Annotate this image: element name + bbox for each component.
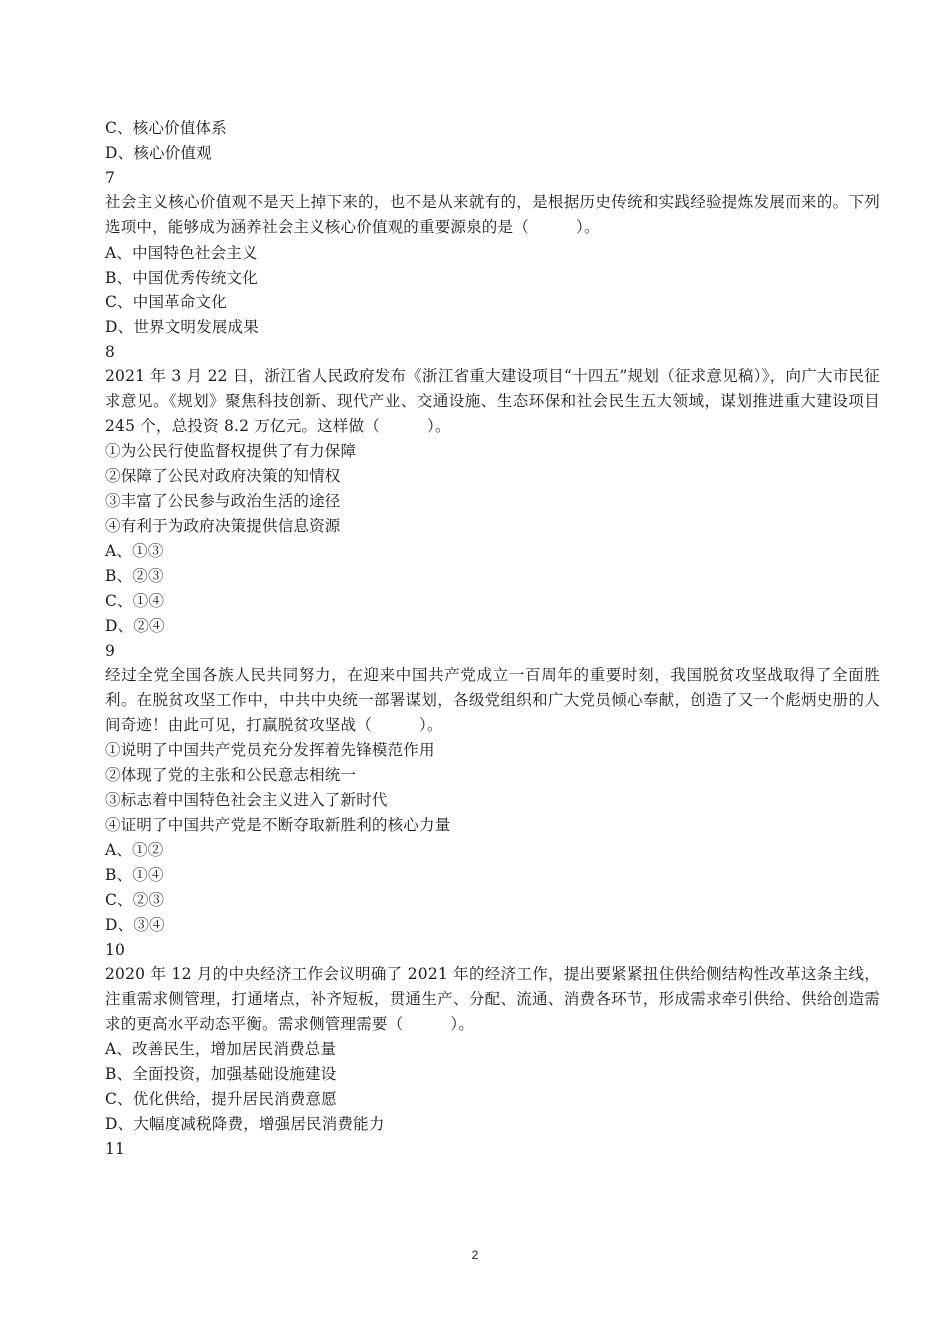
q6-option-c: C、核心价值体系 — [105, 119, 227, 137]
q10-option-a: A、改善民生，增加居民消费总量 — [105, 1040, 337, 1058]
q7-option-a: A、中国特色社会主义 — [105, 244, 258, 262]
q9-option-b: B、①④ — [105, 866, 164, 884]
q9-statement-1: ①说明了中国共产党员充分发挥着先锋模范作用 — [105, 741, 435, 759]
q7-option-b: B、中国优秀传统文化 — [105, 269, 258, 287]
q8-statement-4: ④有利于为政府决策提供信息资源 — [105, 517, 341, 535]
q6-option-d: D、核心价值观 — [105, 144, 212, 162]
q9-statement-2: ②体现了党的主张和公民意志相统一 — [105, 766, 357, 784]
q9-statement-4: ④证明了中国共产党是不断夺取新胜利的核心力量 — [105, 816, 451, 834]
q7-option-d: D、世界文明发展成果 — [105, 318, 259, 336]
q9-statement-3: ③标志着中国特色社会主义进入了新时代 — [105, 791, 388, 809]
q9-option-d: D、③④ — [105, 916, 165, 934]
q8-option-c: C、①④ — [105, 592, 165, 610]
q9-stem: 经过全党全国各族人民共同努力，在迎来中国共产党成立一百周年的重要时刻，我国脱贫攻坚战取得了全面胜利。在脱贫攻坚工作中，中共中央统一部署谋划，各级党组织和广大党员倾心奉献，创造了又一个彪炳史册的人间奇迹！由此可见，打赢脱贫攻坚战（ ）。 — [105, 666, 880, 734]
q10-option-b: B、全面投资，加强基础设施建设 — [105, 1065, 337, 1083]
page-number: 2 — [471, 1248, 479, 1262]
q8-option-d: D、②④ — [105, 617, 165, 635]
q7-number: 7 — [105, 169, 116, 187]
q8-statement-3: ③丰富了公民参与政治生活的途径 — [105, 492, 341, 510]
q11-number: 11 — [105, 1140, 126, 1158]
q7-option-c: C、中国革命文化 — [105, 293, 227, 311]
q8-statement-2: ②保障了公民对政府决策的知情权 — [105, 467, 341, 485]
q8-option-b: B、②③ — [105, 567, 164, 585]
q8-stem: 2021 年 3 月 22 日，浙江省人民政府发布《浙江省重大建设项目“十四五”规划（征求意见稿）》，向广大市民征求意见。《规划》聚焦科技创新、现代产业、交通设施、生态环保和社会民生五大领域，谋划推进重大建设项目 245 个，总投资 8.2 万亿元。这样做（ ）。 — [105, 367, 880, 435]
q8-statement-1: ①为公民行使监督权提供了有力保障 — [105, 442, 357, 460]
q9-number: 9 — [105, 642, 116, 660]
q10-option-d: D、大幅度减税降费，增强居民消费能力 — [105, 1115, 385, 1133]
q10-stem: 2020 年 12 月的中央经济工作会议明确了 2021 年的经济工作，提出要紧紧扭住供给侧结构性改革这条主线，注重需求侧管理，打通堵点，补齐短板，贯通生产、分配、流通、消费各环节，形成需求牵引供给、供给创造需求的更高水平动态平衡。需求侧管理需要（ ）。 — [105, 965, 880, 1033]
q9-option-c: C、②③ — [105, 891, 165, 909]
q10-number: 10 — [105, 941, 126, 959]
q8-option-a: A、①③ — [105, 542, 164, 560]
q10-option-c: C、优化供给，提升居民消费意愿 — [105, 1090, 337, 1108]
q8-number: 8 — [105, 343, 116, 361]
q9-option-a: A、①② — [105, 841, 164, 859]
q7-stem: 社会主义核心价值观不是天上掉下来的，也不是从来就有的，是根据历史传统和实践经验提炼发展而来的。下列选项中，能够成为涵养社会主义核心价值观的重要源泉的是（ ）。 — [105, 193, 880, 236]
